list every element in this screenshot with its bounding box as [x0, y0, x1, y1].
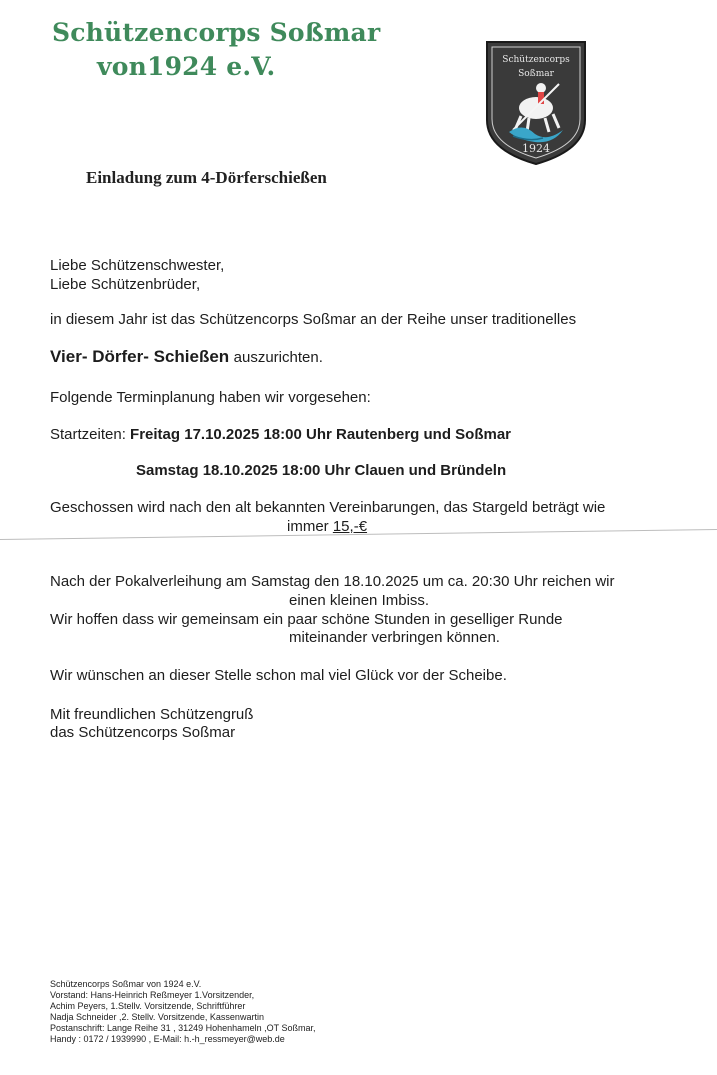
event-name: Vier- Dörfer- Schießen — [50, 347, 230, 366]
fee-amount: 15,-€ — [332, 518, 368, 535]
footer-line-4: Nadja Schneider ,2. Stellv. Vorsitzende, Kassenwartin — [50, 1012, 264, 1022]
closing-p2-line-2: miteinander verbringen können. — [289, 629, 500, 646]
rules-line-2 — [287, 518, 367, 535]
crest-year: 1924 — [522, 142, 550, 155]
page-title: Einladung zum 4-Dörferschießen — [86, 168, 327, 187]
signature-line-2: das Schützencorps Soßmar — [50, 724, 236, 741]
salutation-line-1: Liebe Schützenschwester, — [50, 257, 225, 274]
schedule-friday: Freitag 17.10.2025 18:00 Uhr Rautenberg und Soßmar — [130, 426, 512, 443]
closing-p1-line-1: Nach der Pokalverleihung am Samstag den 18.10.2025 um ca. 20:30 Uhr reichen wir — [50, 573, 615, 590]
footer-line-1: Schützencorps Soßmar von 1924 e.V. — [50, 979, 202, 989]
footer-block — [50, 979, 316, 1045]
crest-text-mid: Soßmar — [518, 69, 554, 79]
event-line — [50, 347, 323, 367]
club-crest — [483, 38, 589, 168]
closing-p2-line-1: Wir hoffen dass wir gemeinsam ein paar schöne Stunden in geselliger Runde — [50, 611, 563, 628]
footer-line-5: Postanschrift: Lange Reihe 31 , 31249 Hohenhameln ,OT Soßmar, — [50, 1023, 316, 1033]
crest-text-top: Schützencorps — [502, 55, 570, 65]
schedule-saturday: Samstag 18.10.2025 18:00 Uhr Clauen und Bründeln — [136, 462, 507, 479]
schedule-friday-line — [50, 426, 511, 443]
footer-line-6: Handy : 0172 / 1939990 , E-Mail: h.-h_ressmeyer@web.de — [50, 1034, 285, 1044]
footer-line-2: Vorstand: Hans-Heinrich Reßmeyer 1.Vorsitzender, — [50, 990, 255, 1000]
crest-shield-icon — [483, 38, 589, 168]
rules-prefix: immer — [287, 518, 329, 535]
signature-line-1: Mit freundlichen Schützengruß — [50, 706, 254, 723]
footer-line-3: Achim Peyers, 1.Stellv. Vorsitzende, Schriftführer — [50, 1001, 246, 1011]
closing-p1-line-2: einen kleinen Imbiss. — [289, 592, 430, 609]
intro-text: in diesem Jahr ist das Schützencorps Soßmar an der Reihe unser traditionelles — [50, 311, 577, 328]
org-name-line1: Schützencorps Soßmar — [52, 18, 381, 47]
closing-wish: Wir wünschen an dieser Stelle schon mal viel Glück vor der Scheibe. — [50, 667, 507, 684]
rules-line-1: Geschossen wird nach den alt bekannten Vereinbarungen, das Stargeld beträgt wie — [50, 499, 606, 516]
salutation-line-2: Liebe Schützenbrüder, — [50, 276, 201, 293]
event-suffix: auszurichten. — [233, 349, 323, 366]
org-name-line2: von1924 e.V. — [97, 52, 276, 81]
planning-text: Folgende Terminplanung haben wir vorgesehen: — [50, 389, 371, 406]
schedule-label: Startzeiten: — [50, 426, 126, 443]
